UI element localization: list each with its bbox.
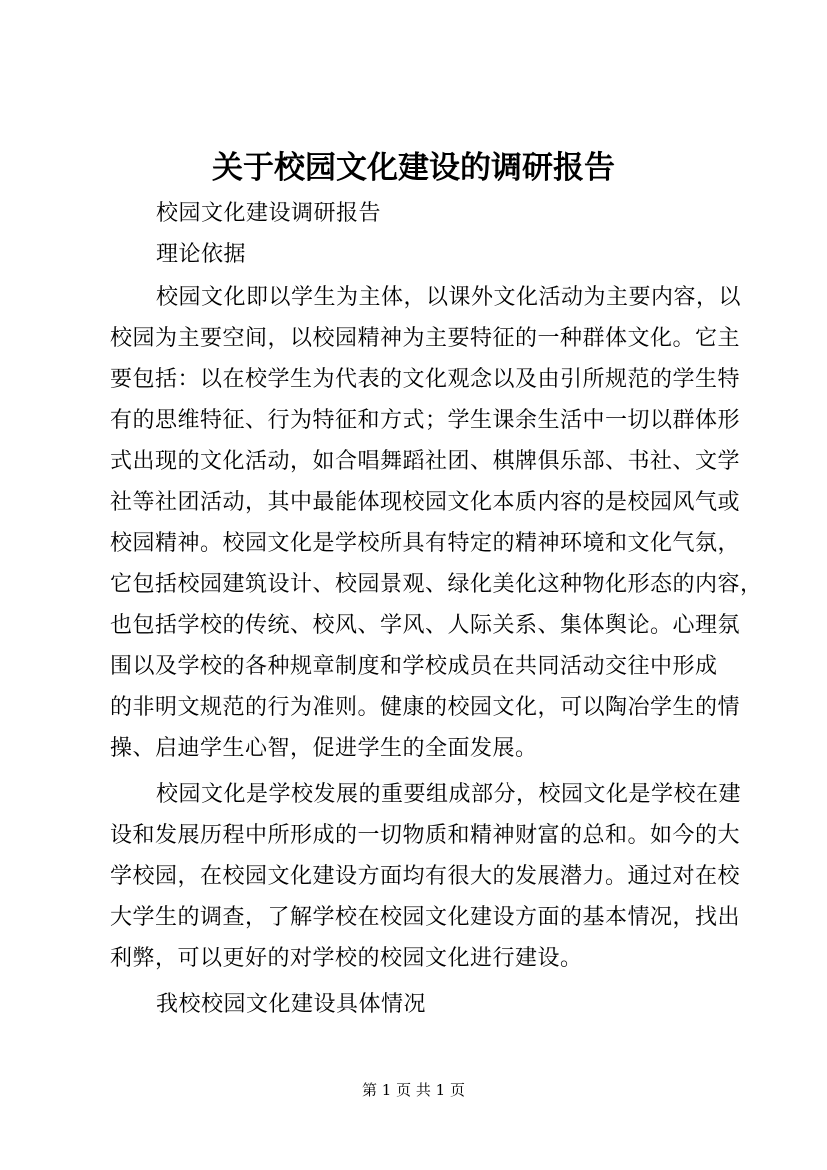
paragraph-line: 校园精神。校园文化是学校所具有特定的精神环境和文化气氛， [110, 531, 741, 556]
paragraph-line: 设和发展历程中所形成的一切物质和精神财富的总和。如今的大 [110, 823, 741, 848]
page-number: 第 1 页 共 1 页 [362, 1081, 465, 1099]
paragraph-line: 的非明文规范的行为准则。健康的校园文化，可以陶冶学生的情 [110, 695, 741, 720]
subtitle-line: 校园文化建设调研报告 [156, 201, 382, 226]
paragraph-line: 要包括：以在校学生为代表的文化观念以及由引所规范的学生特 [110, 367, 741, 392]
paragraph-line: 也包括学校的传统、校风、学风、人际关系、集体舆论。心理氛 [110, 613, 741, 638]
paragraph-line: 校园文化即以学生为主体，以课外文化活动为主要内容，以 [156, 285, 742, 310]
paragraph-line: 它包括校园建筑设计、校园景观、绿化美化这种物化形态的内容， [110, 572, 763, 597]
section-heading: 我校校园文化建设具体情况 [156, 992, 427, 1017]
document-title: 关于校园文化建设的调研报告 [212, 150, 615, 186]
paragraph-line: 校园为主要空间，以校园精神为主要特征的一种群体文化。它主 [110, 326, 741, 351]
paragraph-line: 利弊，可以更好的对学校的校园文化进行建设。 [110, 946, 583, 971]
paragraph-line: 操、启迪学生心智，促进学生的全面发展。 [110, 736, 538, 761]
paragraph-line: 社等社团活动，其中最能体现校园文化本质内容的是校园风气或 [110, 490, 741, 515]
paragraph-line: 有的思维特征、行为特征和方式；学生课余生活中一切以群体形 [110, 408, 741, 433]
paragraph-line: 学校园，在校园文化建设方面均有很大的发展潜力。通过对在校 [110, 864, 741, 889]
section-heading: 理论依据 [156, 242, 247, 267]
paragraph-line: 大学生的调查，了解学校在校园文化建设方面的基本情况，找出 [110, 905, 741, 930]
paragraph-line: 式出现的文化活动，如合唱舞蹈社团、棋牌俱乐部、书社、文学 [110, 449, 741, 474]
paragraph-line: 围以及学校的各种规章制度和学校成员在共同活动交往中形成 [110, 654, 718, 679]
paragraph-line: 校园文化是学校发展的重要组成部分，校园文化是学校在建 [156, 782, 742, 807]
